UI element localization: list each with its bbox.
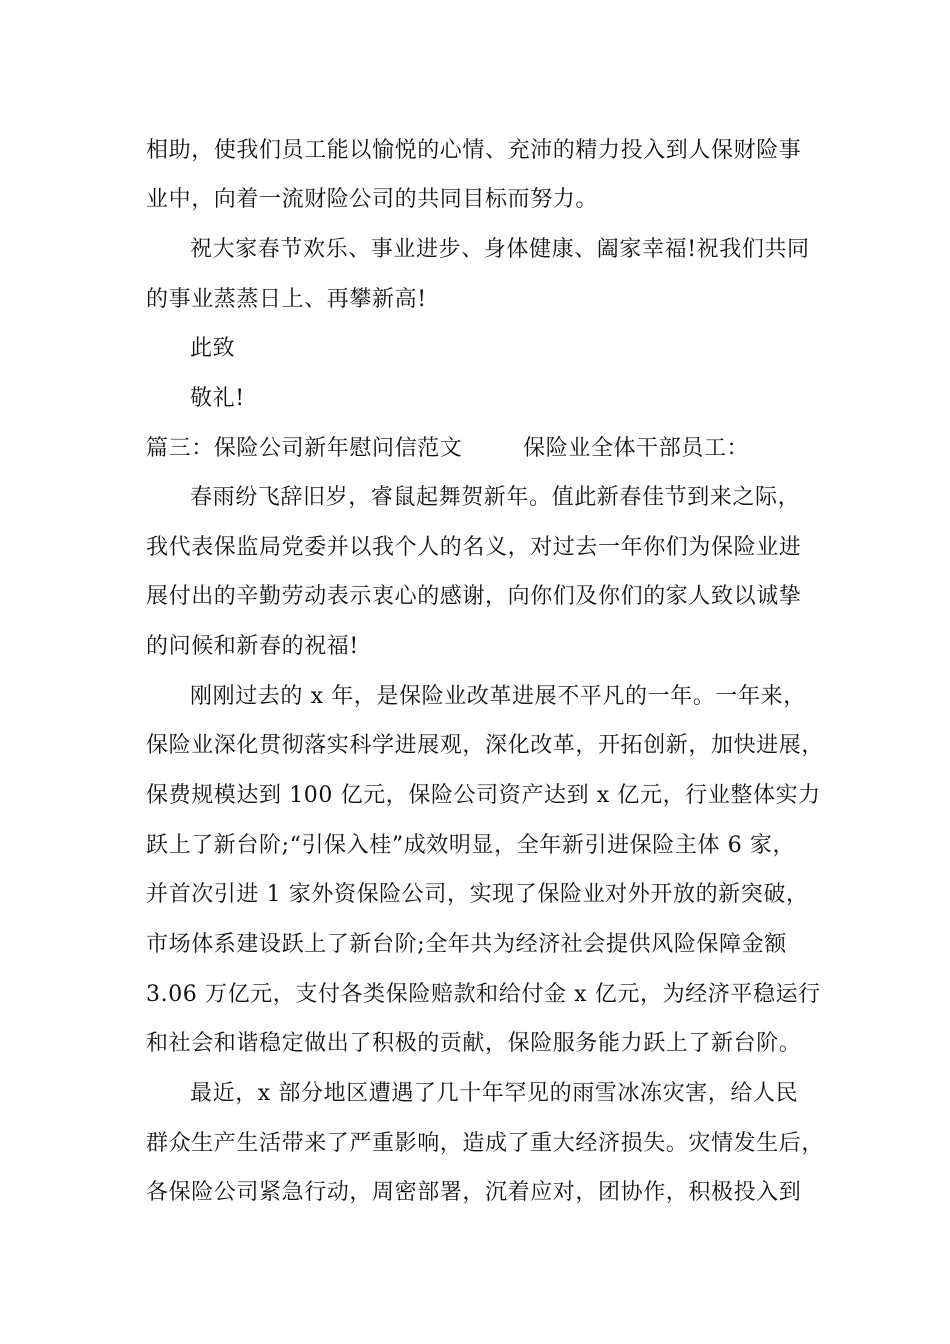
closing-line: 此致 — [190, 336, 236, 361]
section-heading: 篇三：保险公司新年慰问信范文 保险业全体干部员工： — [146, 436, 750, 461]
text-line: 跃上了新台阶;“引保入桂”成效明显，全年新引进保险主体 6 家， — [146, 833, 796, 858]
text-line: 各保险公司紧急行动，周密部署，沉着应对，团协作，积极投入到 — [146, 1180, 802, 1205]
text-line: 保险业深化贯彻落实科学进展观，深化改革，开拓创新，加快进展， — [146, 733, 825, 758]
text-line: 展付出的辛勤劳动表示衷心的感谢，向你们及你们的家人致以诚挚 — [146, 584, 802, 609]
text-line: 群众生产生活带来了严重影响，造成了重大经济损失。灾情发生后， — [146, 1131, 825, 1156]
text-line: 最近，x 部分地区遭遇了几十年罕见的雨雪冰冻灾害，给人民 — [190, 1081, 799, 1106]
text-line: 并首次引进 1 家外资保险公司，实现了保险业对外开放的新突破， — [146, 882, 809, 907]
text-line: 业中，向着一流财险公司的共同目标而努力。 — [146, 187, 599, 212]
text-line: 的事业蒸蒸日上、再攀新高! — [146, 287, 427, 312]
text-line: 的问候和新春的祝福! — [146, 634, 359, 659]
text-line: 我代表保监局党委并以我个人的名义，对过去一年你们为保险业进 — [146, 535, 802, 560]
closing-line: 敬礼! — [190, 386, 245, 411]
text-line: 市场体系建设跃上了新台阶;全年共为经济社会提供风险保障金额 — [146, 932, 787, 957]
text-line: 春雨纷飞辞旧岁，睿鼠起舞贺新年。值此新春佳节到来之际， — [190, 485, 801, 510]
text-line: 和社会和谐稳定做出了积极的贡献，保险服务能力跃上了新台阶。 — [146, 1031, 802, 1056]
text-line: 祝大家春节欢乐、事业进步、身体健康、阖家幸福!祝我们共同 — [190, 237, 810, 262]
text-line: 3.06 万亿元，支付各类保险赔款和给付金 x 亿元，为经济平稳运行 — [146, 982, 821, 1007]
text-line: 刚刚过去的 x 年，是保险业改革进展不平凡的一年。一年来， — [190, 684, 806, 709]
text-line: 保费规模达到 100 亿元，保险公司资产达到 x 亿元，行业整体实力 — [146, 783, 821, 808]
text-line: 相助，使我们员工能以愉悦的心情、充沛的精力投入到人保财险事 — [146, 138, 802, 163]
